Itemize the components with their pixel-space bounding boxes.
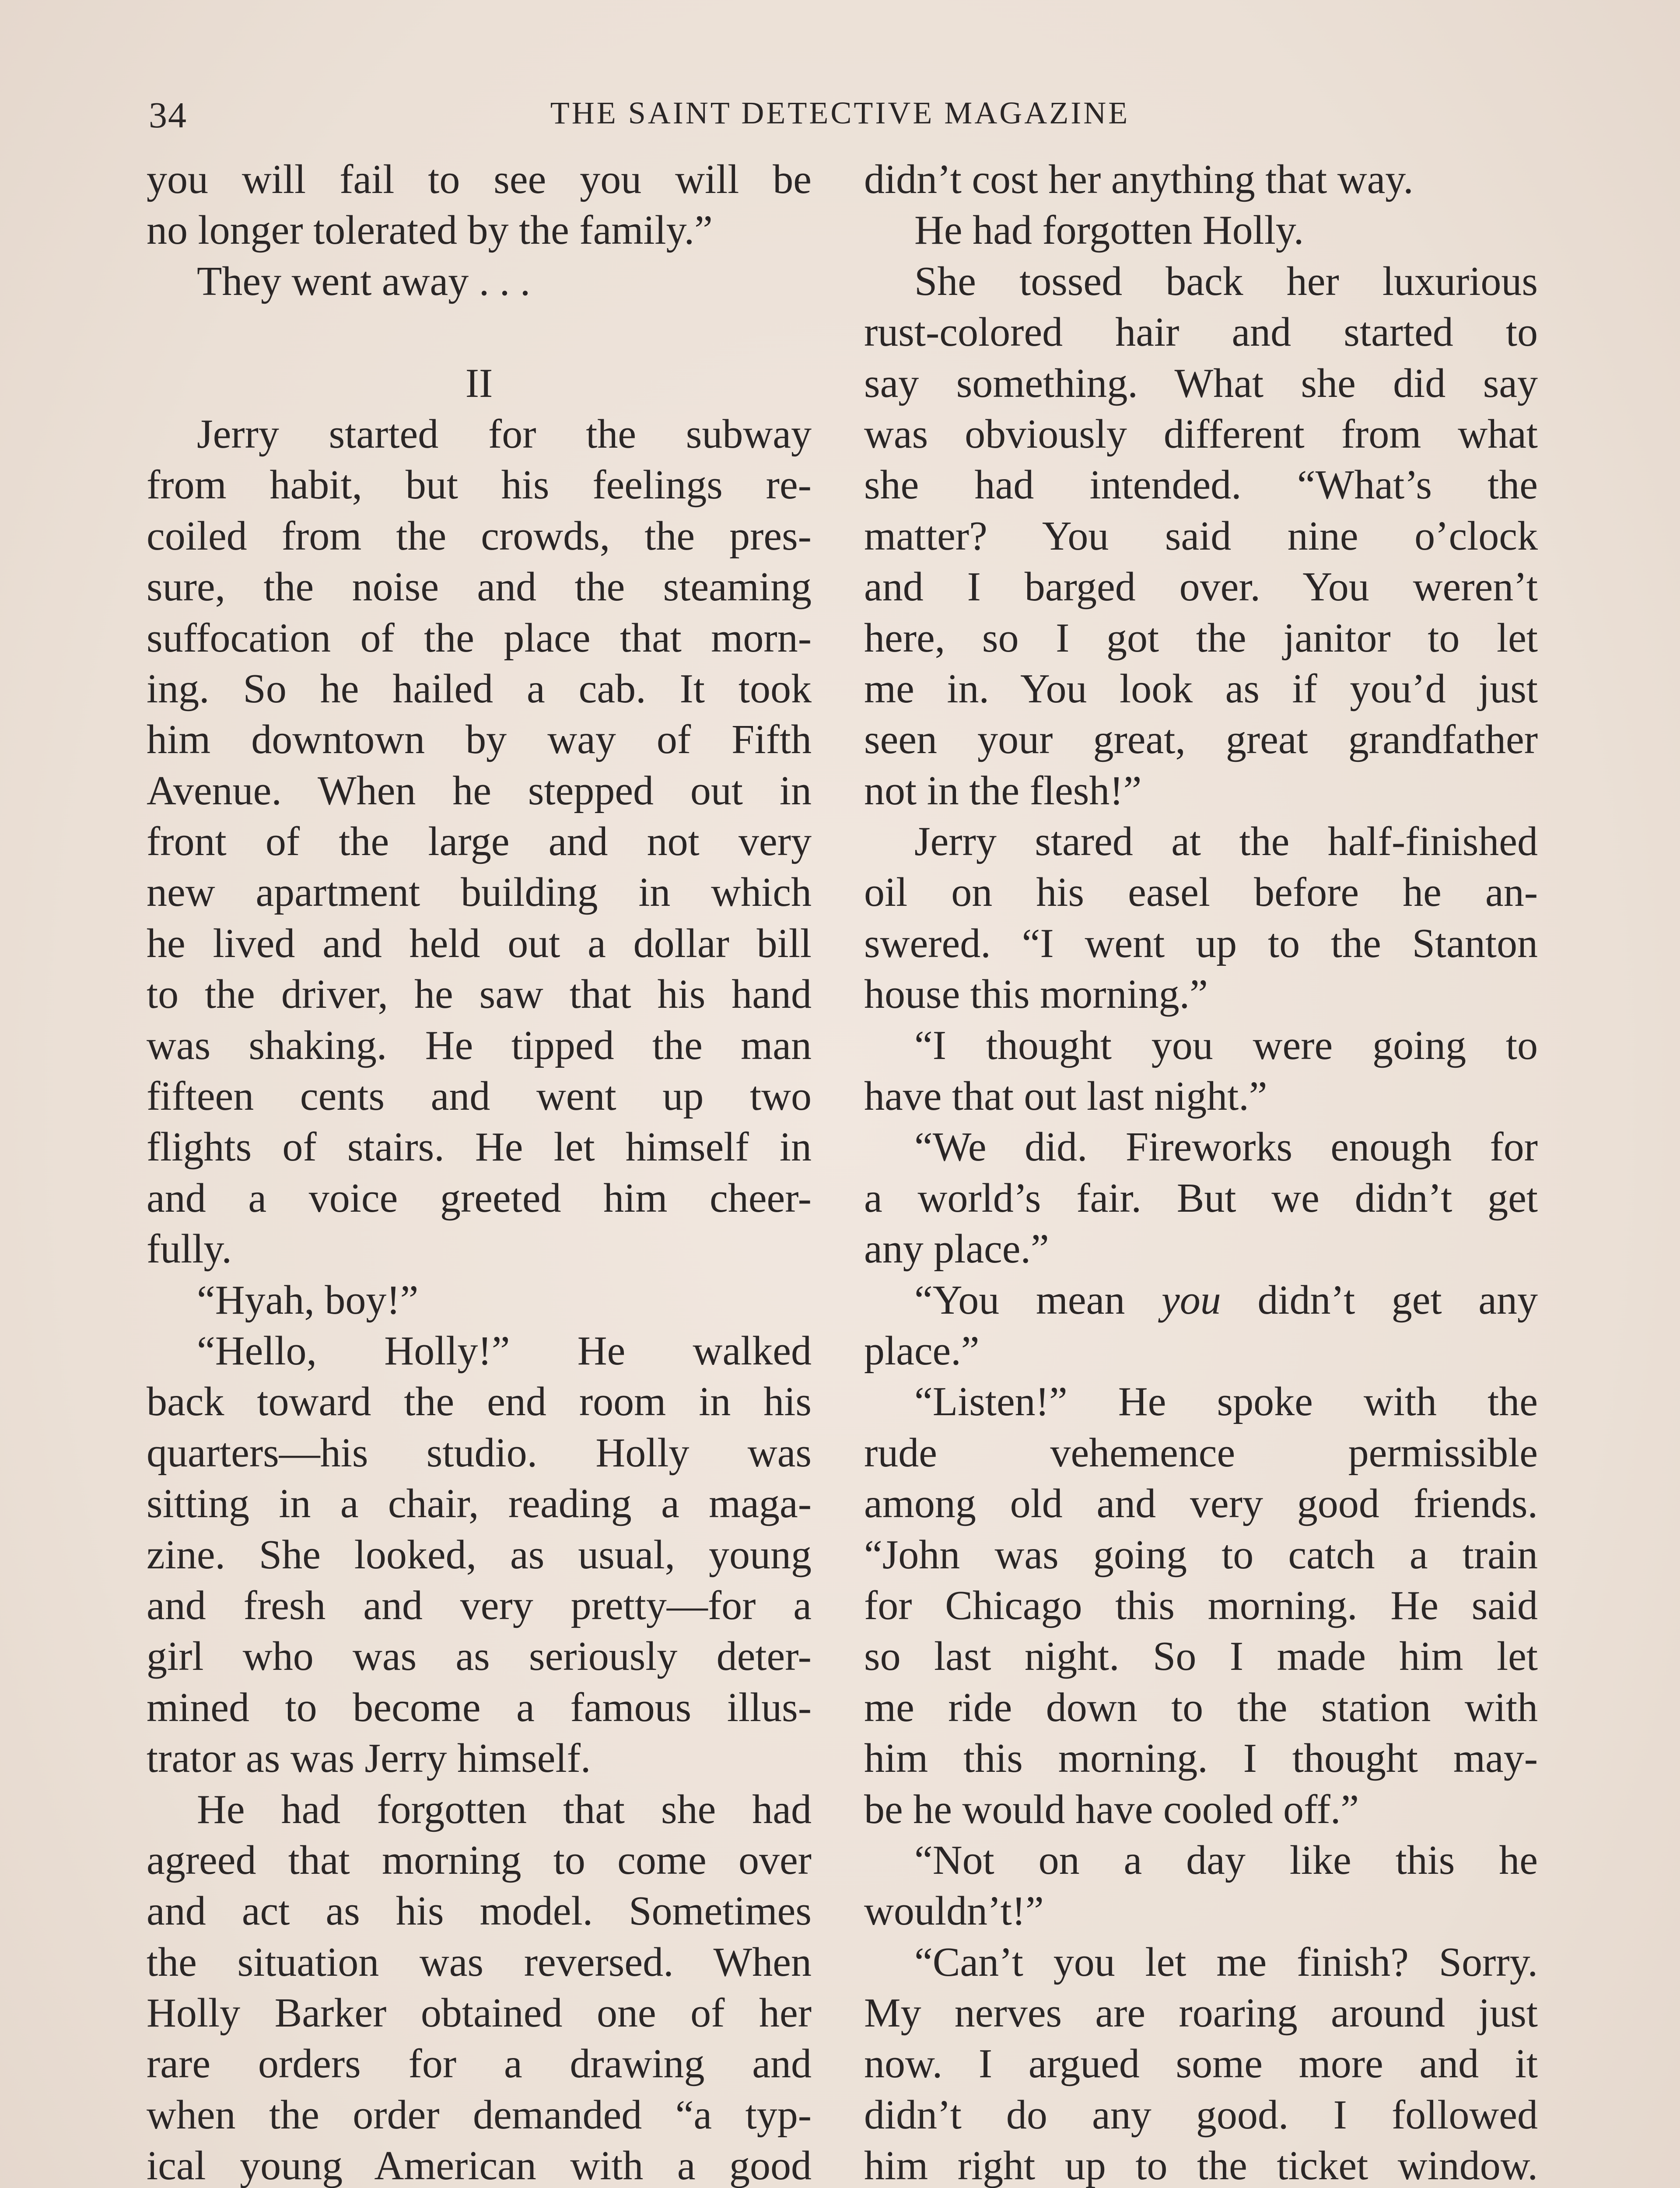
text-line: was shaking. He tipped the man bbox=[147, 1022, 812, 1068]
text-line: was obviously different from what bbox=[864, 411, 1538, 457]
text-line: among old and very good friends. bbox=[864, 1481, 1538, 1527]
text-line: any place.” bbox=[864, 1226, 1049, 1272]
text-line: oil on his easel before he an- bbox=[864, 870, 1538, 915]
text-line: when the order demanded “a typ- bbox=[147, 2092, 812, 2138]
text-line: now. I argued some more and it bbox=[864, 2041, 1538, 2087]
text-line: rude vehemence permissible bbox=[864, 1430, 1538, 1476]
text-line: wouldn’t!” bbox=[864, 1888, 1044, 1934]
text-line: trator as was Jerry himself. bbox=[147, 1736, 591, 1781]
text-line: My nerves are roaring around just bbox=[864, 1990, 1538, 2036]
text-line: and act as his model. Sometimes bbox=[147, 1888, 812, 1934]
text-line: “I thought you were going to bbox=[914, 1022, 1538, 1068]
text-line: front of the large and not very bbox=[147, 819, 812, 865]
text-line: from habit, but his feelings re- bbox=[147, 462, 812, 508]
text-line: back toward the end room in his bbox=[147, 1379, 812, 1425]
text-line: ical young American with a good bbox=[147, 2143, 812, 2188]
text-line: matter? You said nine o’clock bbox=[864, 513, 1538, 559]
text-line: fully. bbox=[147, 1226, 232, 1272]
text-line: here, so I got the janitor to let bbox=[864, 615, 1538, 661]
text-line: ing. So he hailed a cab. It took bbox=[147, 666, 812, 712]
left-text-column bbox=[147, 154, 812, 2188]
text-line: mined to become a famous illus- bbox=[147, 1684, 812, 1730]
text-line: to the driver, he saw that his hand bbox=[147, 971, 812, 1017]
text-line: “Listen!” He spoke with the bbox=[914, 1379, 1538, 1425]
right-text-column bbox=[864, 154, 1538, 2188]
text-line: “You mean you didn’t get any bbox=[914, 1277, 1538, 1323]
text-line: not in the flesh!” bbox=[864, 768, 1142, 813]
text-line: seen your great, great grandfather bbox=[864, 717, 1538, 763]
text-line: “Hello, Holly!” He walked bbox=[197, 1328, 812, 1374]
text-line: sitting in a chair, reading a maga- bbox=[147, 1481, 812, 1527]
text-line: rare orders for a drawing and bbox=[147, 2041, 812, 2087]
text-line: for Chicago this morning. He said bbox=[864, 1582, 1538, 1628]
text-line: no longer tolerated by the family.” bbox=[147, 207, 713, 253]
text-line: He had forgotten Holly. bbox=[914, 207, 1304, 253]
text-line: coiled from the crowds, the pres- bbox=[147, 513, 812, 559]
text-line: Avenue. When he stepped out in bbox=[147, 768, 812, 813]
text-line: “Hyah, boy!” bbox=[197, 1277, 419, 1323]
text-line: she had intended. “What’s the bbox=[864, 462, 1538, 508]
text-line: “John was going to catch a train bbox=[864, 1532, 1538, 1578]
text-line: They went away . . . bbox=[197, 258, 531, 304]
text-line: II bbox=[465, 360, 493, 406]
text-line: house this morning.” bbox=[864, 971, 1208, 1017]
text-line: Jerry stared at the half-finished bbox=[914, 819, 1538, 865]
text-line: the situation was reversed. When bbox=[147, 1939, 812, 1985]
text-line: me in. You look as if you’d just bbox=[864, 666, 1538, 712]
text-line: you will fail to see you will be bbox=[147, 157, 812, 202]
text-line: him this morning. I thought may- bbox=[864, 1736, 1538, 1781]
text-line: he lived and held out a dollar bill bbox=[147, 920, 812, 966]
text-line: place.” bbox=[864, 1328, 980, 1374]
text-line: didn’t do any good. I followed bbox=[864, 2092, 1538, 2138]
text-line: didn’t cost her anything that way. bbox=[864, 157, 1414, 202]
text-line: him right up to the ticket window. bbox=[864, 2143, 1538, 2188]
text-line: and fresh and very pretty—for a bbox=[147, 1582, 812, 1628]
text-line: “Not on a day like this he bbox=[914, 1837, 1538, 1883]
text-line: girl who was as seriously deter- bbox=[147, 1634, 812, 1680]
text-line: and a voice greeted him cheer- bbox=[147, 1175, 812, 1221]
text-line: so last night. So I made him let bbox=[864, 1634, 1538, 1680]
running-title: THE SAINT DETECTIVE MAGAZINE bbox=[550, 95, 1130, 130]
text-line: have that out last night.” bbox=[864, 1073, 1267, 1119]
text-line: a world’s fair. But we didn’t get bbox=[864, 1175, 1538, 1221]
page-number: 34 bbox=[149, 95, 187, 136]
text-line: new apartment building in which bbox=[147, 870, 812, 915]
text-line: quarters—his studio. Holly was bbox=[147, 1430, 812, 1476]
text-line: me ride down to the station with bbox=[864, 1684, 1538, 1730]
text-line bbox=[147, 307, 812, 358]
text-line: sure, the noise and the steaming bbox=[147, 564, 812, 610]
text-line: suffocation of the place that morn- bbox=[147, 615, 812, 661]
text-line: and I barged over. You weren’t bbox=[864, 564, 1538, 610]
text-line: fifteen cents and went up two bbox=[147, 1073, 812, 1119]
text-line: be he would have cooled off.” bbox=[864, 1786, 1359, 1832]
text-line: “Can’t you let me finish? Sorry. bbox=[914, 1939, 1538, 1985]
text-line: say something. What she did say bbox=[864, 360, 1538, 406]
text-line: flights of stairs. He let himself in bbox=[147, 1124, 812, 1170]
text-line: swered. “I went up to the Stanton bbox=[864, 920, 1538, 966]
text-line: him downtown by way of Fifth bbox=[147, 717, 812, 763]
text-line: He had forgotten that she had bbox=[197, 1786, 812, 1832]
text-line: Jerry started for the subway bbox=[197, 411, 812, 457]
text-line: Holly Barker obtained one of her bbox=[147, 1990, 812, 2036]
page-header bbox=[149, 94, 1531, 142]
text-line: “We did. Fireworks enough for bbox=[914, 1124, 1538, 1170]
text-line: agreed that morning to come over bbox=[147, 1837, 812, 1883]
text-line: rust-colored hair and started to bbox=[864, 309, 1538, 355]
text-line: zine. She looked, as usual, young bbox=[147, 1532, 812, 1578]
text-line: She tossed back her luxurious bbox=[914, 258, 1538, 304]
